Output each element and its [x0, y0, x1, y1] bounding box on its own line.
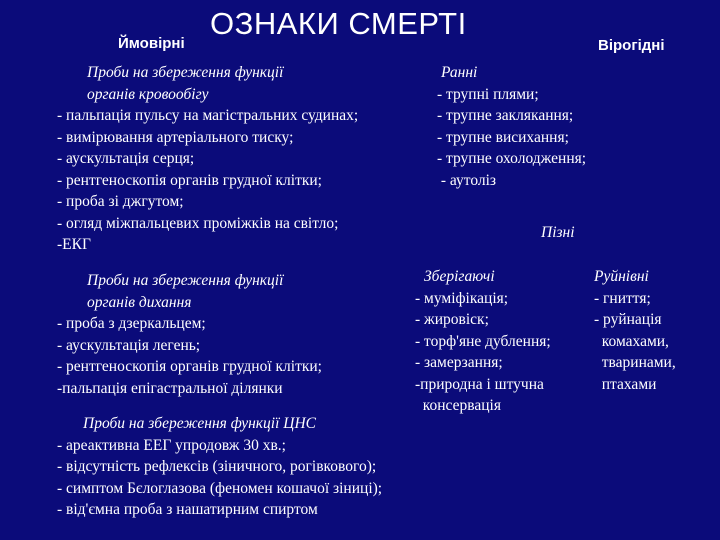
circulation-heading-line1: Проби на збереження функції	[87, 64, 284, 81]
early-signs-section	[437, 62, 586, 191]
list-item: - аускультація легень;	[57, 336, 201, 354]
reliable-signs-header: Вірогідні	[598, 37, 665, 54]
list-item: - ареактивна ЕЕГ упродовж 30 хв.;	[57, 436, 286, 454]
slide-title: ОЗНАКИ СМЕРТІ	[210, 6, 467, 41]
preserving-heading: Зберігаючі	[424, 268, 495, 285]
late-signs-label: Пізні	[541, 224, 575, 241]
list-item: - проба зі джгутом;	[57, 193, 184, 210]
cns-section	[57, 413, 382, 521]
circulation-section	[57, 62, 358, 256]
list-item: - рентгеноскопія органів грудної клітки;	[57, 358, 322, 375]
list-item: - трупне висихання;	[437, 128, 569, 146]
preserving-section	[415, 266, 551, 417]
list-item: -ЕКГ	[57, 236, 91, 253]
list-item: - вимірювання артеріального тиску;	[57, 128, 294, 146]
list-item: птахами	[594, 375, 657, 393]
list-item: тваринами,	[594, 354, 676, 371]
early-heading: Ранні	[441, 64, 478, 81]
list-item: комахами,	[594, 332, 669, 350]
list-item: - відсутність рефлексів (зіничного, рогівкового);	[57, 458, 377, 475]
list-item: - торф'яне дублення;	[415, 332, 551, 350]
list-item: - трупне заклякання;	[437, 107, 574, 124]
list-item: - трупне охолодження;	[437, 150, 587, 167]
list-item: -пальпація епігастральної ділянки	[57, 379, 283, 397]
list-item: - муміфікація;	[415, 289, 509, 307]
list-item: - від'ємна проба з нашатирним спиртом	[57, 501, 318, 518]
list-item: - замерзання;	[415, 354, 503, 371]
list-item: - трупні плями;	[437, 85, 539, 103]
list-item: - гниття;	[594, 289, 651, 307]
list-item: - проба з дзеркальцем;	[57, 315, 206, 332]
destructive-section	[594, 266, 676, 395]
cns-heading: Проби на збереження функції ЦНС	[83, 415, 317, 432]
list-item: консервація	[415, 397, 501, 414]
list-item: - жировіск;	[415, 311, 489, 328]
respiration-heading-line2: органів дихання	[87, 293, 192, 311]
list-item: - симптом Бєлоглазова (феномен кошачої зіниці);	[57, 479, 383, 497]
list-item: - рентгеноскопія органів грудної клітки;	[57, 171, 322, 189]
list-item: -природна і штучна	[415, 375, 544, 393]
list-item: - руйнація	[594, 311, 662, 328]
circulation-heading-line2: органів кровообігу	[87, 85, 209, 103]
list-item: - аутоліз	[437, 171, 497, 189]
list-item: - пальпація пульсу на магістральних судинах;	[57, 107, 359, 124]
probable-signs-header: Ймовірні	[118, 35, 185, 52]
respiration-heading-line1: Проби на збереження функції	[87, 272, 284, 289]
list-item: - аускультація серця;	[57, 150, 195, 167]
list-item: - огляд міжпальцевих проміжків на світло;	[57, 214, 339, 232]
destructive-heading: Руйнівні	[594, 268, 649, 285]
respiration-section	[57, 270, 322, 399]
